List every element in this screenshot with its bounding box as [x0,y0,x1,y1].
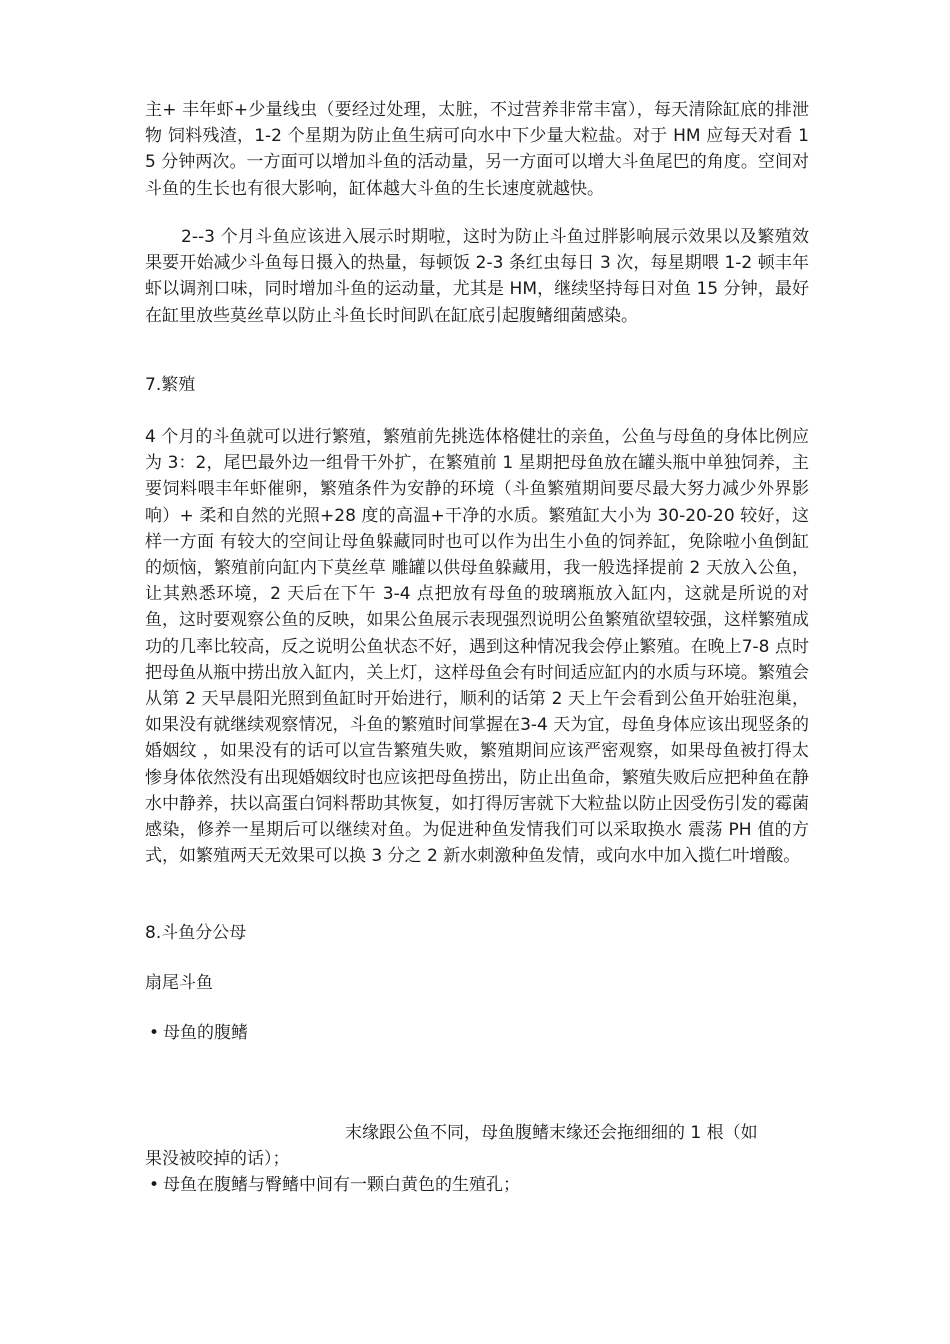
section-heading-sexing: 8.斗鱼分公母 [145,923,247,943]
subheading-fantail-betta: 扇尾斗鱼 [145,973,213,993]
paragraph-feeding-care: 主+ 丰年虾+少量线虫（要经过处理，太脏，不过营养非常丰富），每天清除缸底的排泄物 饲料残渣，1-2 个星期为防止鱼生病可向水中下少量大粒盐。对于 HM 应每天对看 15 分钟两次。一方面可以增加斗鱼的活动量，另一方面可以增大斗鱼尾巴的角度。空间对斗鱼的生长也有很大影响，缸体越大斗鱼的生长速度就越快。 [145,100,809,199]
list-item-text: 母鱼在腹鳍与臀鳍中间有一颗白黄色的生殖孔； [163,1175,520,1195]
bullet-icon: • [148,1023,160,1043]
paragraph-ventral-fin-detail-line2: 果没被咬掉的话）； [145,1149,290,1169]
bullet-icon: • [148,1175,160,1195]
paragraph-ventral-fin-detail-line1: 末缘跟公鱼不同，母鱼腹鳍末缘还会拖细细的 1 根（如 [345,1123,758,1143]
list-item-text: 母鱼的腹鳍 [163,1023,248,1043]
paragraph-breeding: 4 个月的斗鱼就可以进行繁殖，繁殖前先挑选体格健壮的亲鱼，公鱼与母鱼的身体比例应为 3：2，尾巴最外边一组骨干外扩，在繁殖前 1 星期把母鱼放在罐头瓶中单独饲养，主要饲料喂丰年虾催卵，繁殖条件为安静的环境（斗鱼繁殖期间要尽最大努力减少外界影响）+ 柔和自然的光照+28 度的高温+干净的水质。繁殖缸大小为 30-20-20 较好，这样一方面 有较大的空间让母鱼躲藏同时也可以作为出生小鱼的饲养缸，免除啦小鱼倒缸的烦恼，繁殖前向缸内下莫丝草 雕罐以供母鱼躲藏用，我一般选择提前 2 天放入公鱼，让其熟悉环境，2 天后在下午 3-4 点把放有母鱼的玻璃瓶放入缸内，这就是所说的对鱼，这时要观察公鱼的反映，如果公鱼展示表现强烈说明公鱼繁殖欲望较强，这样繁殖成功的几率比较高，反之说明公鱼状态不好，遇到这种情况我会停止繁殖。在晚上7-8 点时把母鱼从瓶中捞出放入缸内，关上灯，这样母鱼会有时间适应缸内的水质与环境。繁殖会从第 2 天早晨阳光照到鱼缸时开始进行，顺利的话第 2 天上午会看到公鱼开始驻泡巢，如果没有就继续观察情况，斗鱼的繁殖时间掌握在3-4 天为宜，母鱼身体应该出现竖条的婚姻纹 ，如果没有的话可以宣告繁殖失败，繁殖期间应该严密观察，如果母鱼被打得太惨身体依然没有出现婚姻纹时也应该把母鱼捞出，防止出鱼命，繁殖失败后应把种鱼在静水中静养，扶以高蛋白饲料帮助其恢复，如打得厉害就下大粒盐以防止因受伤引发的霉菌感染，修养一星期后可以继续对鱼。为促进种鱼发情我们可以采取换水 震荡 PH 值的方式，如繁殖两天无效果可以换 3 分之 2 新水刺激种鱼发情，或向水中加入揽仁叶增酸。 [145,427,809,867]
section-heading-breeding: 7.繁殖 [145,375,196,395]
list-item-female-genital-pore [145,1172,809,1198]
list-item-female-ventral-fin [145,1020,809,1046]
paragraph-display-period: 2--3 个月斗鱼应该进入展示时期啦，这时为防止斗鱼过胖影响展示效果以及繁殖效果要开始减少斗鱼每日摄入的热量，每顿饭 2-3 条红虫每日 3 次，每星期喂 1-2 顿丰年虾以调剂口味，同时增加斗鱼的运动量，尤其是 HM，继续坚持每日对鱼 15 分钟，最好在缸里放些莫丝草以防止斗鱼长时间趴在缸底引起腹鳍细菌感染。 [145,227,809,326]
